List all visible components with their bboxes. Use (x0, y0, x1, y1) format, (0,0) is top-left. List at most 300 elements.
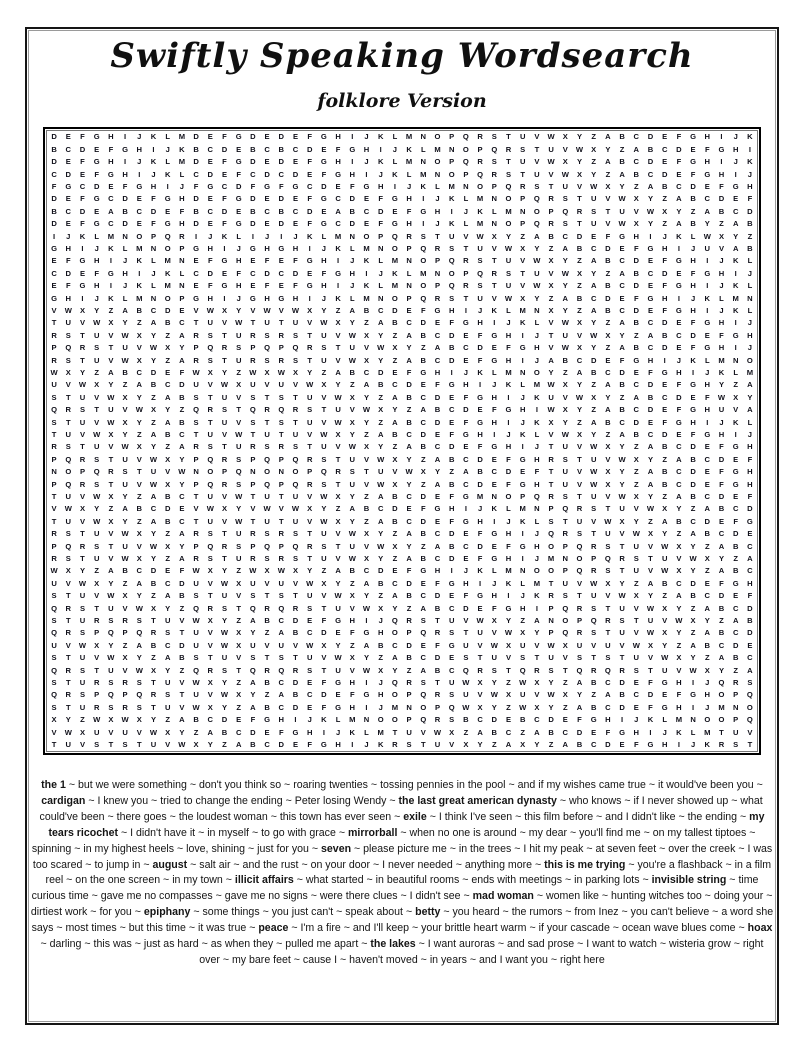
grid-cell: P (449, 132, 455, 142)
grid-cell: Z (392, 330, 398, 340)
grid-cell: C (676, 578, 682, 588)
grid-cell: B (250, 739, 256, 749)
grid-cell: W (519, 677, 527, 687)
grid-cell: F (648, 702, 653, 712)
grid-cell: B (377, 578, 384, 588)
grid-cell: I (81, 293, 84, 303)
grid-cell: W (405, 467, 413, 477)
grid-cell: D (448, 529, 455, 539)
grid-cell: B (122, 566, 128, 576)
clue-item: I'm a fire (300, 922, 341, 935)
grid-cell: S (79, 665, 86, 675)
grid-cell: X (676, 566, 682, 576)
grid-cell: B (363, 504, 370, 514)
grid-cell: R (548, 454, 554, 464)
grid-cell: Y (718, 665, 725, 675)
grid-cell: T (719, 727, 724, 737)
grid-cell: V (108, 442, 114, 452)
grid-cell: A (164, 653, 171, 663)
grid-cell: N (406, 702, 412, 712)
grid-cell: S (207, 529, 213, 539)
grid-cell: A (676, 591, 682, 601)
grid-cell: Y (662, 529, 668, 539)
grid-cell: X (307, 504, 313, 514)
grid-cell: Q (448, 702, 455, 712)
grid-cell: F (747, 454, 753, 464)
grid-cell: Y (335, 380, 341, 390)
grid-cell: E (747, 640, 753, 650)
grid-cell: Y (349, 318, 355, 328)
grid-cell: V (136, 541, 142, 551)
grid-cell: W (561, 268, 569, 278)
grid-cell: Y (221, 677, 228, 687)
clue-separator: ~ (426, 810, 439, 823)
grid-cell: Z (690, 504, 696, 514)
grid-cell: X (207, 367, 213, 377)
grid-cell: F (307, 739, 313, 749)
grid-cell: E (264, 727, 270, 737)
grid-cell: J (151, 268, 156, 278)
clue-item: just as hard (143, 938, 199, 951)
grid-cell: H (732, 144, 739, 154)
grid-cell: A (605, 380, 611, 390)
grid-cell: D (676, 392, 682, 402)
grid-cell: G (335, 268, 342, 278)
grid-cell: B (278, 144, 285, 154)
grid-cell: H (377, 628, 384, 638)
grid-cell: X (236, 628, 242, 638)
clue-item: hoax (747, 922, 773, 935)
grid-cell: B (747, 615, 753, 625)
grid-cell: S (136, 615, 142, 625)
grid-cell: K (676, 231, 682, 241)
grid-cell: U (633, 541, 640, 551)
grid-cell: K (377, 132, 384, 142)
clue-separator: ~ (116, 922, 129, 935)
grid-cell: P (250, 343, 256, 353)
grid-cell: R (193, 553, 199, 563)
grid-cell: D (292, 268, 299, 278)
grid-cell: A (590, 305, 597, 315)
grid-cell: U (448, 615, 455, 625)
grid-cell: G (690, 690, 697, 700)
grid-cell: F (264, 256, 270, 266)
grid-cell: A (690, 529, 696, 539)
grid-cell: F (179, 206, 185, 216)
clue-separator: ~ (140, 858, 153, 871)
grid-cell: F (506, 479, 511, 489)
grid-cell: C (420, 591, 427, 601)
grid-cell: R (548, 219, 554, 229)
grid-cell: Q (420, 243, 427, 253)
grid-cell: A (590, 417, 597, 427)
grid-cell: C (136, 566, 143, 576)
grid-cell: G (93, 157, 100, 167)
grid-cell: L (491, 206, 497, 216)
grid-cell: N (420, 132, 427, 142)
grid-cell: G (491, 529, 498, 539)
grid-cell: V (534, 132, 540, 142)
grid-cell: G (221, 281, 228, 291)
grid-cell: F (406, 206, 412, 216)
wordsearch-grid-frame (43, 127, 761, 755)
grid-cell: Q (462, 157, 469, 167)
grid-cell: K (690, 355, 696, 365)
grid-cell: P (406, 628, 412, 638)
grid-cell: C (420, 392, 427, 402)
grid-cell: I (493, 429, 496, 439)
grid-cell: C (434, 553, 441, 563)
grid-cell: Z (577, 256, 582, 266)
clue-separator: ~ (148, 794, 161, 807)
grid-cell: G (505, 603, 512, 613)
grid-cell: V (562, 392, 568, 402)
grid-cell: U (122, 343, 128, 353)
grid-cell: U (321, 330, 327, 340)
grid-cell: A (363, 380, 370, 390)
grid-cell: O (292, 467, 299, 477)
grid-cell: M (519, 504, 526, 514)
grid-cell: X (264, 367, 270, 377)
grid-cell: M (434, 144, 441, 154)
grid-cell: D (406, 380, 412, 390)
grid-cell: R (619, 665, 625, 675)
grid-cell: F (491, 603, 497, 613)
clue-separator: ~ (246, 922, 259, 935)
grid-cell: S (591, 504, 597, 514)
grid-cell: Q (548, 529, 555, 539)
grid-cell: C (619, 305, 625, 315)
grid-cell: C (647, 318, 654, 328)
grid-cell: X (122, 653, 128, 663)
grid-cell: Y (477, 739, 483, 749)
grid-cell: W (689, 553, 697, 563)
grid-cell: U (491, 653, 498, 663)
grid-cell: D (718, 454, 725, 464)
grid-cell: T (307, 442, 313, 452)
grid-cell: V (747, 727, 753, 737)
grid-cell: S (136, 702, 142, 712)
grid-cell: V (79, 739, 86, 749)
grid-cell: Z (719, 615, 724, 625)
grid-cell: C (576, 355, 583, 365)
grid-cell: S (108, 702, 114, 712)
grid-cell: A (747, 665, 753, 675)
grid-cell: P (79, 467, 86, 477)
grid-cell: B (193, 715, 199, 725)
grid-cell: E (307, 677, 313, 687)
grid-cell: X (108, 429, 114, 439)
grid-cell: I (677, 293, 680, 303)
grid-cell: H (448, 305, 455, 315)
grid-cell: Y (619, 442, 625, 452)
grid-cell: H (690, 281, 696, 291)
grid-cell: Z (605, 318, 611, 328)
grid-cell: C (747, 653, 753, 663)
grid-cell: X (150, 603, 157, 613)
grid-cell: X (65, 367, 71, 377)
grid-cell: U (79, 677, 86, 687)
clue-separator: ~ (186, 779, 199, 791)
clue-separator: ~ (131, 906, 144, 919)
grid-cell: F (662, 305, 668, 315)
grid-cell: F (719, 479, 724, 489)
grid-cell: X (292, 566, 299, 576)
grid-cell: V (718, 243, 725, 253)
clue-separator: ~ (446, 842, 459, 855)
grid-cell: H (448, 504, 455, 514)
grid-cell: H (505, 355, 512, 365)
grid-cell: W (78, 640, 87, 650)
grid-cell: T (506, 132, 511, 142)
grid-cell: V (392, 467, 398, 477)
grid-cell: Q (207, 479, 214, 489)
grid-cell: K (732, 305, 739, 315)
grid-cell: U (477, 293, 483, 303)
grid-cell: P (51, 541, 57, 551)
grid-cell: Z (392, 529, 398, 539)
grid-cell: U (235, 529, 242, 539)
clue-item: gave me no signs (224, 890, 308, 903)
grid-cell: V (576, 578, 583, 588)
grid-cell: I (521, 330, 524, 340)
grid-cell: U (605, 529, 611, 539)
grid-cell: Y (718, 553, 725, 563)
grid-cell: E (676, 169, 682, 179)
grid-cell: G (320, 219, 327, 229)
grid-cell: C (434, 529, 441, 539)
grid-cell: I (720, 157, 723, 167)
grid-cell: V (165, 467, 171, 477)
grid-cell: L (151, 281, 156, 291)
grid-cell: J (719, 256, 724, 266)
grid-cell: B (718, 628, 725, 638)
grid-cell: F (321, 702, 327, 712)
grid-cell: R (51, 355, 57, 365)
grid-cell: H (349, 677, 356, 687)
grid-cell: W (476, 231, 484, 241)
clue-separator: ~ (459, 874, 472, 887)
grid-cell: M (505, 367, 512, 377)
grid-cell: Z (406, 665, 412, 675)
grid-cell: H (718, 169, 725, 179)
grid-cell: S (576, 529, 583, 539)
grid-cell: W (206, 305, 214, 315)
grid-cell: Z (335, 305, 341, 315)
grid-cell: J (378, 268, 383, 278)
grid-cell: B (633, 268, 640, 278)
grid-cell: T (80, 553, 85, 563)
grid-cell: A (676, 454, 682, 464)
grid-cell: U (605, 640, 611, 650)
grid-cell: V (136, 454, 142, 464)
grid-cell: G (79, 281, 86, 291)
grid-cell: B (576, 243, 583, 253)
grid-cell: B (448, 541, 455, 551)
grid-cell: I (734, 429, 737, 439)
grid-cell: W (504, 628, 513, 638)
clue-separator: ~ (574, 938, 587, 951)
grid-cell: C (505, 727, 512, 737)
grid-cell: Z (548, 293, 554, 303)
grid-cell: M (533, 380, 541, 390)
grid-cell: J (94, 293, 99, 303)
grid-cell: R (122, 677, 128, 687)
grid-cell: W (348, 330, 356, 340)
grid-cell: T (506, 157, 511, 167)
grid-cell: Q (51, 665, 58, 675)
grid-cell: E (676, 429, 682, 439)
grid-cell: R (392, 739, 398, 749)
grid-cell: G (207, 181, 214, 191)
grid-cell: D (690, 479, 696, 489)
grid-cell: Y (250, 628, 256, 638)
grid-cell: N (363, 715, 370, 725)
grid-cell: U (65, 739, 72, 749)
grid-cell: G (462, 516, 469, 526)
grid-cell: E (633, 367, 639, 377)
grid-cell: G (278, 243, 285, 253)
grid-cell: U (732, 727, 739, 737)
grid-cell: L (435, 181, 440, 191)
grid-cell: C (250, 268, 256, 278)
grid-cell: F (690, 169, 696, 179)
grid-cell: W (646, 628, 655, 638)
grid-cell: L (463, 219, 469, 229)
grid-cell: C (179, 491, 185, 501)
grid-cell: S (491, 665, 497, 675)
grid-cell: W (93, 715, 101, 725)
grid-cell: L (690, 727, 696, 737)
grid-cell: H (321, 256, 327, 266)
grid-cell: A (363, 640, 370, 650)
grid-cell: U (349, 479, 356, 489)
grid-cell: P (548, 504, 554, 514)
grid-cell: V (136, 343, 142, 353)
grid-cell: D (406, 640, 412, 650)
grid-cell: U (321, 355, 327, 365)
grid-cell: X (676, 541, 682, 551)
grid-cell: I (521, 355, 524, 365)
clue-item: you can't believe (630, 906, 710, 919)
grid-cell: D (306, 144, 313, 154)
grid-cell: S (65, 442, 71, 452)
grid-cell: Z (591, 380, 597, 390)
grid-cell: D (704, 516, 711, 526)
grid-cell: A (704, 504, 711, 514)
grid-cell: S (605, 541, 611, 551)
grid-cell: X (108, 715, 114, 725)
grid-cell: Y (591, 343, 597, 353)
grid-cell: W (320, 318, 328, 328)
grid-cell: F (506, 541, 511, 551)
grid-cell: R (278, 529, 285, 539)
grid-cell: X (122, 417, 128, 427)
grid-cell: X (193, 739, 199, 749)
grid-cell: E (335, 690, 341, 700)
grid-cell: X (392, 343, 398, 353)
grid-cell: T (136, 467, 142, 477)
grid-cell: N (349, 231, 356, 241)
grid-cell: P (179, 293, 185, 303)
grid-cell: R (93, 702, 100, 712)
grid-cell: J (477, 305, 483, 315)
grid-cell: Z (122, 640, 128, 650)
grid-cell: Z (179, 603, 185, 613)
grid-cell: Y (619, 330, 625, 340)
grid-cell: T (321, 665, 327, 675)
grid-cell: A (150, 429, 157, 439)
clue-separator: ~ (363, 874, 376, 887)
clue-separator: ~ (583, 842, 596, 855)
grid-cell: D (619, 677, 625, 687)
clue-item: and I didn't like (605, 810, 676, 823)
grid-cell: F (605, 231, 611, 241)
grid-cell: C (732, 603, 739, 613)
grid-cell: S (79, 628, 86, 638)
grid-cell: G (491, 553, 498, 563)
grid-cell: V (349, 665, 355, 675)
grid-cell: Y (647, 194, 654, 204)
grid-cell: O (718, 715, 725, 725)
grid-cell: Y (221, 702, 228, 712)
grid-cell: T (321, 603, 327, 613)
grid-cell: T (193, 318, 199, 328)
grid-cell: H (747, 330, 753, 340)
grid-cell: U (93, 355, 100, 365)
clue-item: who knows (569, 794, 622, 807)
grid-cell: I (337, 281, 340, 291)
grid-cell: M (476, 194, 484, 204)
grid-cell: Z (321, 566, 327, 576)
grid-cell: W (504, 243, 513, 253)
grid-cell: W (362, 665, 371, 675)
grid-cell: V (576, 479, 583, 489)
grid-cell: T (80, 529, 85, 539)
grid-cell: L (364, 727, 369, 737)
grid-cell: Z (165, 553, 171, 563)
grid-cell: Q (207, 541, 214, 551)
grid-cell: Z (733, 553, 739, 563)
grid-cell: F (378, 194, 384, 204)
grid-cell: W (93, 429, 101, 439)
grid-cell: Z (335, 504, 341, 514)
grid-cell: Q (136, 690, 143, 700)
grid-cell: T (94, 405, 100, 415)
grid-cell: S (633, 553, 639, 563)
grid-cell: E (733, 491, 739, 501)
grid-cell: X (335, 491, 341, 501)
grid-cell: W (632, 640, 640, 650)
clue-item: I want auroras (427, 938, 495, 951)
grid-cell: H (377, 181, 384, 191)
grid-cell: V (591, 640, 597, 650)
grid-cell: G (335, 169, 342, 179)
grid-cell: G (122, 144, 129, 154)
grid-cell: P (520, 194, 526, 204)
grid-cell: B (732, 566, 739, 576)
grid-cell: P (193, 479, 199, 489)
grid-cell: L (406, 268, 412, 278)
grid-cell: D (250, 219, 256, 229)
grid-cell: X (576, 429, 583, 439)
grid-cell: G (732, 578, 739, 588)
grid-cell: B (619, 690, 625, 700)
grid-cell: P (406, 690, 412, 700)
clue-separator: ~ (562, 874, 575, 887)
clue-item: betty (415, 906, 441, 919)
grid-cell: Y (591, 169, 597, 179)
